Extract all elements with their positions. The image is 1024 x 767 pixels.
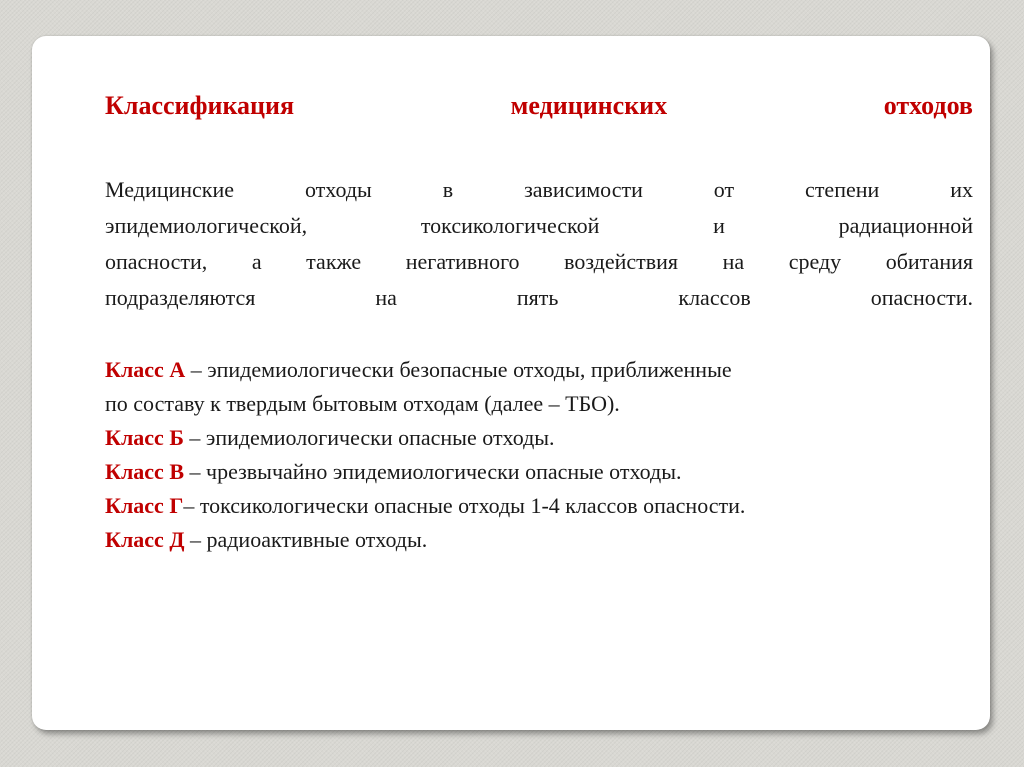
waste-class-g bbox=[105, 489, 973, 523]
title-word-3: отходов bbox=[883, 91, 973, 120]
class-description: – эпидемиологически опасные отходы. bbox=[183, 425, 555, 450]
intro-line: эпидемиологической, токсикологической и радиационной bbox=[105, 213, 973, 238]
intro-paragraph bbox=[105, 172, 973, 316]
slide-card bbox=[32, 36, 990, 730]
class-name: Класс В bbox=[105, 459, 184, 484]
waste-class-a bbox=[105, 353, 973, 421]
class-description: – чрезвычайно эпидемиологически опасные отходы. bbox=[184, 459, 682, 484]
intro-line: Медицинские отходы в зависимости от степени их bbox=[105, 177, 973, 202]
class-description: – эпидемиологически безопасные отходы, приближенные bbox=[185, 357, 732, 382]
title-word-1: Классификация bbox=[105, 91, 295, 120]
class-description: – радиоактивные отходы. bbox=[184, 527, 428, 552]
slide-title bbox=[105, 89, 973, 123]
waste-class-b bbox=[105, 421, 973, 455]
waste-class-v bbox=[105, 455, 973, 489]
class-name: Класс А bbox=[105, 357, 186, 382]
intro-line: опасности, а также негативного воздействия на среду обитания bbox=[105, 249, 973, 274]
slide-content bbox=[105, 89, 973, 557]
class-name: Класс Г bbox=[105, 493, 184, 518]
class-name: Класс Б bbox=[105, 425, 184, 450]
waste-class-d bbox=[105, 523, 973, 557]
class-description: – токсикологически опасные отходы 1-4 классов опасности. bbox=[183, 493, 746, 518]
class-description-continuation: по составу к твердым бытовым отходам (далее – ТБО). bbox=[105, 391, 620, 416]
intro-line: подразделяются на пять классов опасности. bbox=[105, 285, 973, 310]
title-word-2: медицинских bbox=[510, 91, 668, 120]
waste-class-list bbox=[105, 353, 973, 557]
class-name: Класс Д bbox=[105, 527, 185, 552]
